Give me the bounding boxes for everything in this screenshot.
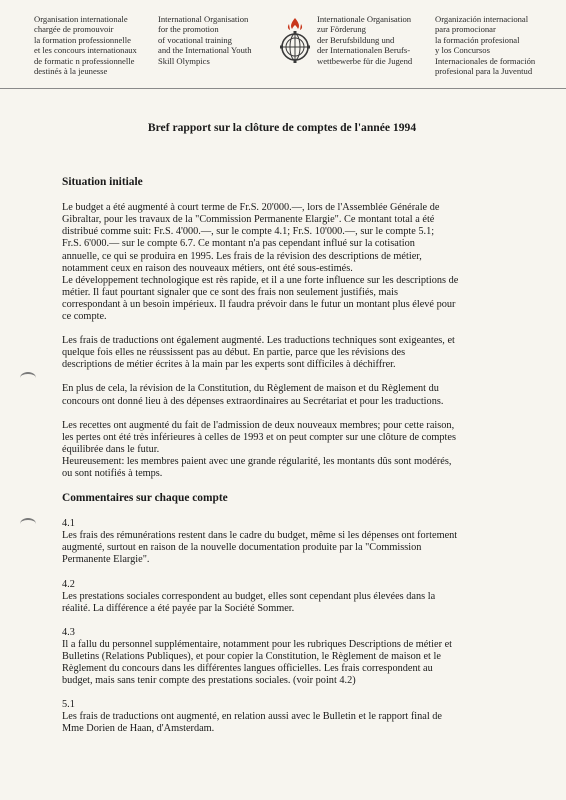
account-number: 5.1: [62, 699, 75, 711]
letterhead-spanish: Organización internacional para promocionar la formación profesional y los Concursos Internacionales de formación profesional para la Juventud: [435, 14, 536, 77]
section-heading-comments: Commentaires sur chaque compte: [62, 492, 228, 505]
section-heading-situation: Situation initiale: [62, 176, 143, 189]
account-comment: Il a fallu du personnel supplémentaire, notamment pour les rubriques Descriptions de métier et Bulletins (Relations Publiques), et pour copier la Constitution, le Règlement de maison et le Règlement du concours dans les différentes langues officielles. Les frais correspondent au budget, mais sans tenir compte des prestations sociales. (voir point 4.2): [62, 638, 453, 687]
account-comment: Les frais des rémunérations restent dans le cadre du budget, même si les dépenses ont fortement augmenté, surtout en raison de la nouvelle documentation produite par la "Commission Permanente Elargie".: [62, 530, 458, 566]
account-number: 4.2: [62, 578, 75, 590]
paragraph: Les frais de traductions ont également augmenté. Les traductions techniques sont exigeantes, et quelque fois elles ne réussissent pas au début. En partie, parce que les révisions des descriptions de métier écrites à la main par les experts sont difficiles à déchiffrer.: [62, 335, 455, 371]
paragraph: Le budget a été augmenté à court terme de Fr.S. 20'000.—, lors de l'Assemblée Générale de Gibraltar, pour les travaux de la "Commission Permanente Elargie". Ce montant total a été distribué comme suit: Fr.S. 4'000.—, sur le compte 4.1; Fr.S. 10'000.—, sur le compte 5.1; Fr.S. 6'000.— sur le compte 6.7. Ce montant n'a pas cependant influé sur la cotisation annuelle, ce qui se produira en 1995. Les frais de la révision des descriptions de métier, notamment ceux en raison des nouveaux métiers, ont été sous-estimés. Le développement technologique est rès rapide, et il a une forte influence sur les descriptions de métier. Il faut pourtant signaler que ce sont des frais non seulement justifiés, mais correspondant à un besoin impérieux. Il faudra prévoir dans le futur un montant plus élevé pour ce compte.: [62, 202, 459, 323]
letterhead: [32, 14, 552, 84]
letterhead-english: International Organisation for the promotion of vocational training and the International Youth Skill Olympics: [158, 14, 252, 66]
paragraph: Les recettes ont augmenté du fait de l'admission de deux nouveaux membres; pour cette raison, les pertes ont été très inférieures à celles de 1993 et on peut compter sur une clôture de comptes équilibrée dans le futur. Heureusement: les membres paient avec une grande régularité, les montants dûs sont modérés, ou sont notifiés à temps.: [62, 419, 456, 479]
letterhead-french: Organisation internationale chargée de promouvoir la formation professionnelle et les concours internationaux de formatic n professionnelle destinés à la jeunesse: [34, 14, 137, 77]
letterhead-german: Internationale Organisation zur Förderung der Berufsbildung und der Internationalen Berufs- wettbewerbe für die Jugend: [317, 14, 413, 66]
punch-hole-top: [20, 372, 36, 384]
organisation-logo-icon: [278, 16, 312, 64]
report-title: Bref rapport sur la clôture de comptes de l'année 1994: [147, 121, 417, 134]
paragraph: En plus de cela, la révision de la Constitution, du Règlement de maison et du Règlement du concours ont donné lieu à des dépenses extraordinaires au Secrétariat et pour les traductions.: [62, 383, 444, 407]
punch-hole-bottom: [20, 518, 36, 530]
account-comment: Les frais de traductions ont augmenté, en relation aussi avec le Bulletin et le rapport final de Mme Dorien de Haan, d'Amsterdam.: [62, 711, 442, 735]
account-number: 4.3: [62, 626, 75, 638]
report-body: [62, 122, 502, 748]
account-comment: Les prestations sociales correspondent au budget, elles sont cependant plus élevées dans la réalité. La différence a été payée par la Société Sommer.: [62, 590, 436, 614]
header-divider: [0, 88, 566, 89]
account-number: 4.1: [62, 518, 75, 530]
